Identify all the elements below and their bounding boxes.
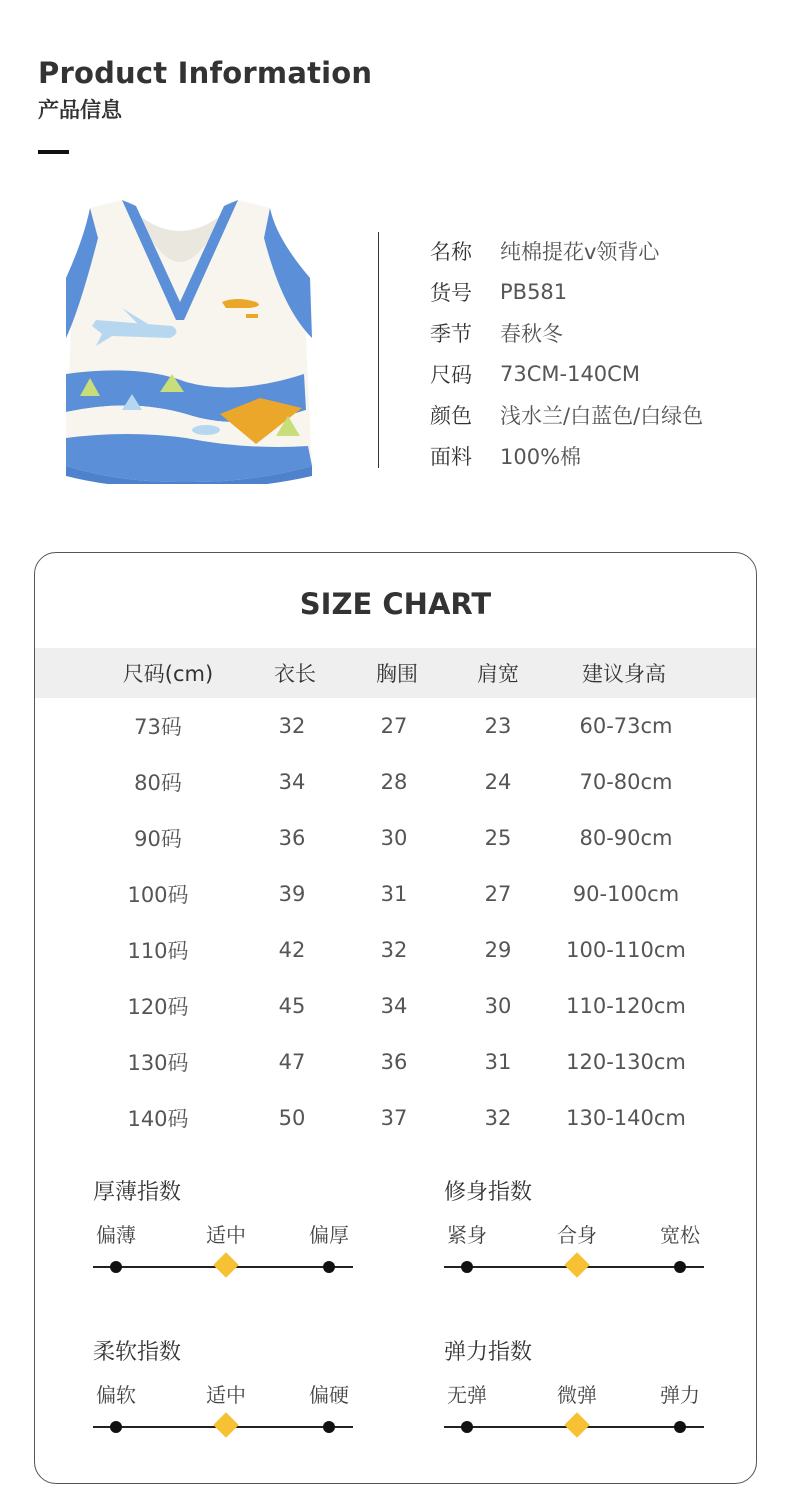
index-option-label: 弹力 <box>660 1383 700 1407</box>
index-labels <box>93 1219 353 1249</box>
table-cell: 37 <box>380 1106 408 1130</box>
table-cell: 110-120cm <box>566 994 686 1018</box>
table-cell: 29 <box>484 938 512 962</box>
index-selected-marker <box>213 1252 238 1277</box>
index-option-label: 偏薄 <box>96 1223 136 1247</box>
header-title-zh: 产品信息 <box>38 98 122 122</box>
size-table <box>35 648 756 1146</box>
info-label: 尺码 <box>430 362 472 387</box>
index-selected-marker <box>564 1412 589 1437</box>
table-cell: 90-100cm <box>572 882 680 906</box>
index-marker <box>323 1421 335 1433</box>
table-cell: 140码 <box>127 1107 189 1131</box>
size-table-body <box>35 698 756 1146</box>
table-cell: 80-90cm <box>579 826 673 850</box>
column-header-chest: 胸围 <box>376 662 418 686</box>
table-row <box>35 810 756 866</box>
index-labels <box>93 1379 353 1409</box>
info-row-season <box>430 312 703 353</box>
column-header-length: 衣长 <box>274 662 316 686</box>
table-cell: 120-130cm <box>566 1050 686 1074</box>
index-marker <box>110 1421 122 1433</box>
table-cell: 36 <box>380 1050 408 1074</box>
index-labels <box>444 1219 704 1249</box>
index-option-label: 偏硬 <box>309 1383 349 1407</box>
vest-product-image <box>60 198 318 484</box>
info-value: PB581 <box>500 279 568 304</box>
index-option-label: 适中 <box>206 1383 246 1407</box>
table-cell: 32 <box>380 938 408 962</box>
index-option-label: 偏软 <box>96 1383 136 1407</box>
table-cell: 50 <box>278 1106 306 1130</box>
index-title: 柔软指数 <box>93 1340 182 1365</box>
info-label: 货号 <box>430 280 472 305</box>
table-row <box>35 922 756 978</box>
index-option-label: 适中 <box>206 1223 246 1247</box>
table-cell: 24 <box>484 770 512 794</box>
column-header-height: 建议身高 <box>582 662 666 686</box>
table-cell: 60-73cm <box>579 714 673 738</box>
table-cell: 36 <box>278 826 306 850</box>
table-cell: 32 <box>278 714 306 738</box>
table-row <box>35 866 756 922</box>
info-row-name <box>430 230 703 271</box>
index-marker <box>674 1261 686 1273</box>
table-cell: 100-110cm <box>566 938 686 962</box>
size-chart-card <box>34 552 757 1484</box>
index-marker <box>110 1261 122 1273</box>
table-cell: 80码 <box>134 771 182 795</box>
table-row <box>35 698 756 754</box>
index-title: 厚薄指数 <box>93 1180 182 1205</box>
index-option-label: 紧身 <box>447 1223 487 1247</box>
table-cell: 70-80cm <box>579 770 673 794</box>
table-cell: 42 <box>278 938 306 962</box>
info-value: 73CM-140CM <box>500 361 640 386</box>
column-header-size: 尺码(cm) <box>122 662 214 686</box>
table-cell: 25 <box>484 826 512 850</box>
index-title: 弹力指数 <box>444 1340 533 1365</box>
table-cell: 30 <box>484 994 512 1018</box>
index-option-label: 合身 <box>557 1223 597 1247</box>
table-cell: 73码 <box>134 715 182 739</box>
info-value: 100%棉 <box>500 444 582 469</box>
index-option-label: 无弹 <box>447 1383 487 1407</box>
column-header-shoulder: 肩宽 <box>477 662 519 686</box>
table-cell: 110码 <box>127 939 189 963</box>
table-cell: 32 <box>484 1106 512 1130</box>
table-cell: 45 <box>278 994 306 1018</box>
table-cell: 47 <box>278 1050 306 1074</box>
table-cell: 31 <box>484 1050 512 1074</box>
index-labels <box>444 1379 704 1409</box>
table-cell: 120码 <box>127 995 189 1019</box>
info-row-size <box>430 353 703 394</box>
info-row-sku <box>430 271 703 312</box>
size-chart-title: SIZE CHART <box>299 587 492 621</box>
index-option-label: 微弹 <box>557 1383 597 1407</box>
info-label: 颜色 <box>430 403 472 428</box>
info-value: 浅水兰/白蓝色/白绿色 <box>500 403 704 428</box>
table-row <box>35 754 756 810</box>
index-marker <box>323 1261 335 1273</box>
table-cell: 27 <box>484 882 512 906</box>
info-label: 面料 <box>430 444 472 469</box>
table-cell: 34 <box>380 994 408 1018</box>
info-label: 季节 <box>430 321 472 346</box>
table-row <box>35 1090 756 1146</box>
index-option-label: 偏厚 <box>309 1223 349 1247</box>
info-divider <box>378 232 379 468</box>
info-value: 纯棉提花v领背心 <box>500 239 660 264</box>
table-cell: 28 <box>380 770 408 794</box>
header-title-en: Product Information <box>38 56 373 90</box>
index-marker <box>461 1261 473 1273</box>
table-cell: 100码 <box>127 883 189 907</box>
index-selected-marker <box>564 1252 589 1277</box>
info-value: 春秋冬 <box>500 321 563 346</box>
index-selected-marker <box>213 1412 238 1437</box>
table-cell: 34 <box>278 770 306 794</box>
table-cell: 27 <box>380 714 408 738</box>
table-cell: 23 <box>484 714 512 738</box>
table-cell: 130-140cm <box>566 1106 686 1130</box>
info-row-fabric <box>430 435 703 476</box>
info-row-color <box>430 394 703 435</box>
table-cell: 90码 <box>134 827 182 851</box>
index-marker <box>674 1421 686 1433</box>
header-underline <box>38 150 69 154</box>
table-row <box>35 978 756 1034</box>
size-table-header <box>35 648 756 698</box>
index-title: 修身指数 <box>444 1180 533 1205</box>
index-option-label: 宽松 <box>660 1223 700 1247</box>
table-cell: 31 <box>380 882 408 906</box>
info-label: 名称 <box>430 239 472 264</box>
table-cell: 30 <box>380 826 408 850</box>
table-cell: 130码 <box>127 1051 189 1075</box>
index-marker <box>461 1421 473 1433</box>
product-info-list <box>430 230 703 476</box>
table-row <box>35 1034 756 1090</box>
table-cell: 39 <box>278 882 306 906</box>
